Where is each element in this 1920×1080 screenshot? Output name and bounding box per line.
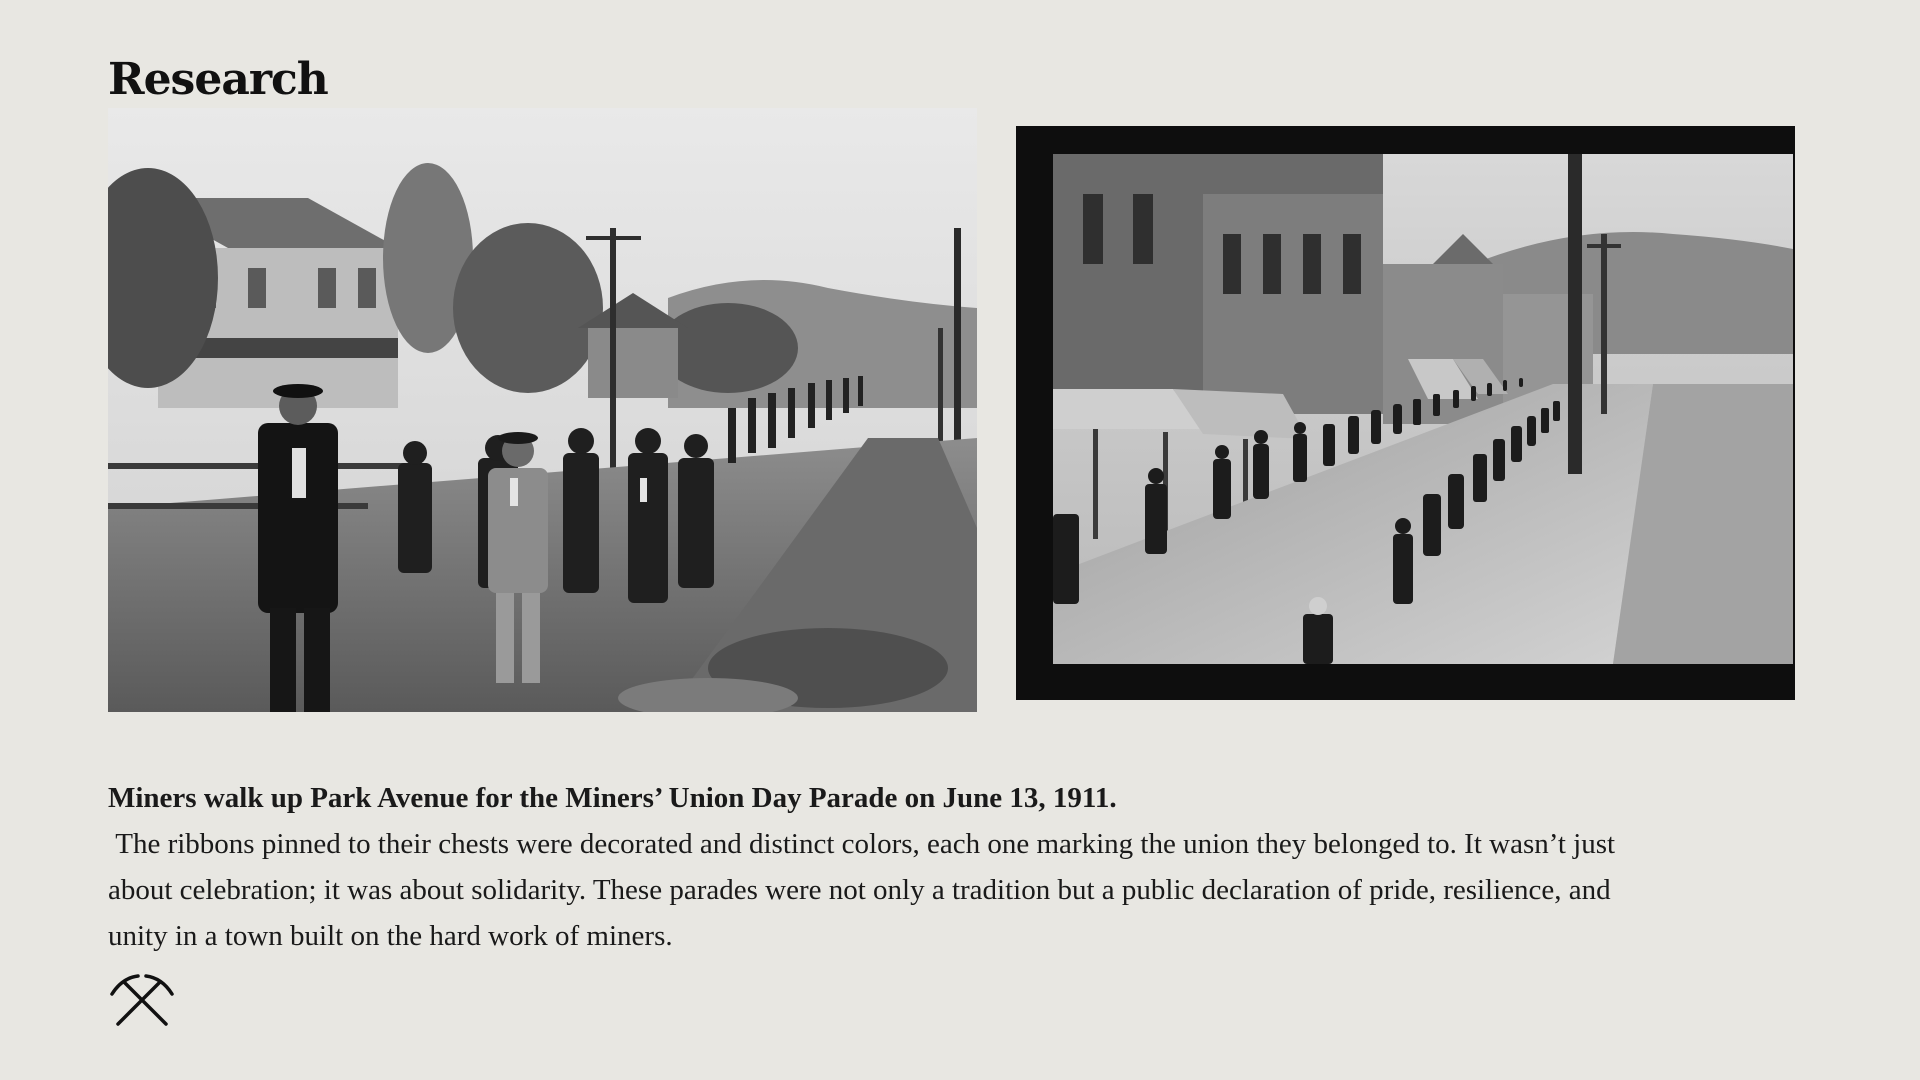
parade-photo-park-avenue xyxy=(108,108,977,712)
page-title: Research xyxy=(108,54,328,105)
photo-caption xyxy=(108,775,1628,959)
caption-body: The ribbons pinned to their chests were decorated and distinct colors, each one marking the union they belonged to. It wasn’t just about celebration; it was about solidarity. These parades were not only a tradition but a public declaration of pride, resilience, and unity in a town built on the hard work of miners. xyxy=(108,828,1623,952)
parade-photo-main-street xyxy=(1016,126,1795,700)
caption-heading: Miners walk up Park Avenue for the Miners’ Union Day Parade on June 13, 1911. xyxy=(108,782,1117,814)
crossed-pickaxes-icon xyxy=(108,972,176,1028)
